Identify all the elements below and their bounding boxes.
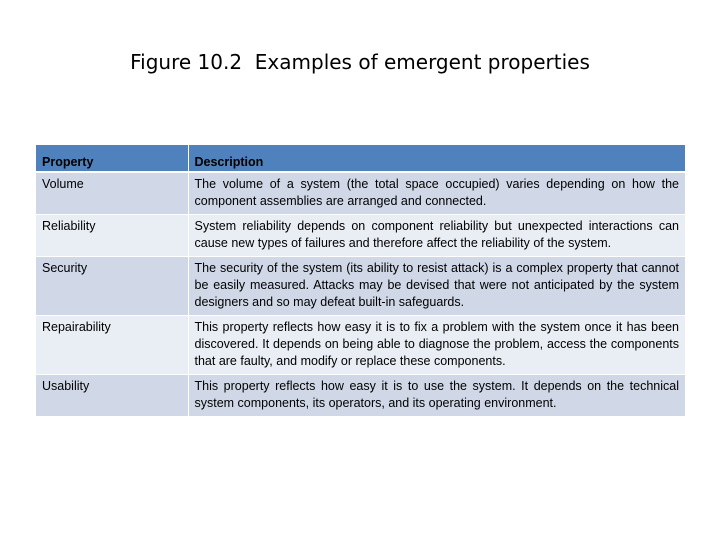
property-cell: Reliability (36, 215, 188, 257)
table-row (36, 215, 685, 257)
header-property: Property (36, 145, 188, 172)
property-cell: Volume (36, 172, 188, 215)
table-row (36, 257, 685, 316)
property-cell: Security (36, 257, 188, 316)
description-cell: This property reflects how easy it is to fix a problem with the system once it has been discovered. It depends on being able to diagnose the problem, access the components that are faulty, and modify or replace these components. (188, 316, 685, 375)
emergent-properties-table (36, 145, 685, 417)
property-cell: Usability (36, 375, 188, 417)
table-row (36, 316, 685, 375)
description-cell: The volume of a system (the total space occupied) varies depending on how the component assemblies are arranged and connected. (188, 172, 685, 215)
table-row (36, 375, 685, 417)
property-cell: Repairability (36, 316, 188, 375)
slide-title: Figure 10.2 Examples of emergent properties (130, 50, 590, 74)
table-header-row (36, 145, 685, 172)
table-row (36, 172, 685, 215)
description-cell: This property reflects how easy it is to use the system. It depends on the technical system components, its operators, and its operating environment. (188, 375, 685, 417)
header-description: Description (188, 145, 685, 172)
description-cell: System reliability depends on component reliability but unexpected interactions can cause new types of failures and therefore affect the reliability of the system. (188, 215, 685, 257)
description-cell: The security of the system (its ability to resist attack) is a complex property that cannot be easily measured. Attacks may be devised that were not anticipated by the system designers and so may defeat built-in safeguards. (188, 257, 685, 316)
